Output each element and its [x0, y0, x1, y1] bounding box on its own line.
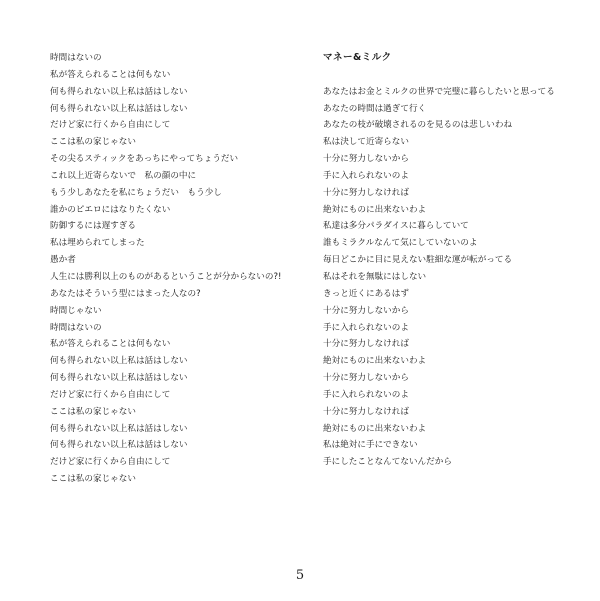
lyric-line: だけど家に行くから自由にして	[50, 457, 171, 468]
lyric-line: 手に入れられないのよ	[323, 322, 409, 333]
lyric-line: 毎日どこかに目に見えない駐細な運が転がってる	[323, 255, 513, 266]
lyric-line: 誰もミラクルなんて気にしていないのよ	[323, 238, 478, 249]
lyric-line: ここは私の家じゃない	[50, 137, 136, 148]
song-title: マネー&ミルク	[323, 52, 392, 63]
lyric-line: 私が答えられることは何もない	[50, 69, 171, 80]
lyric-line: その尖るスティックをあっちにやってちょうだい	[50, 154, 239, 165]
lyric-line: きっと近くにあるはず	[323, 288, 409, 299]
lyric-line: だけど家に行くから自由にして	[50, 120, 171, 131]
lyric-line: 私は埋められてしまった	[50, 238, 145, 249]
lyric-line: あなたはお金とミルクの世界で完璧に暮らしたいと思ってる	[323, 86, 555, 97]
lyric-line: あなたの枝が破壊されるのを見るのは悲しいわね	[323, 120, 513, 131]
lyric-line: 人生には勝利以上のものがあるということが分からないの?!	[50, 271, 282, 282]
lyric-line: 愚か者	[50, 255, 76, 266]
lyric-line: 十分に努力しなければ	[323, 187, 409, 198]
lyric-line: 防御するには遅すぎる	[50, 221, 136, 232]
lyric-line: 何も得られない以上私は話はしない	[50, 373, 188, 384]
lyric-line: 手に入れられないのよ	[323, 389, 409, 400]
lyric-line: 時間じゃない	[50, 305, 102, 316]
lyric-line: 私が答えられることは何もない	[50, 339, 171, 350]
left-lyrics-column	[50, 50, 281, 488]
right-lyrics-column	[323, 50, 555, 471]
lyric-line: だけど家に行くから自由にして	[50, 389, 171, 400]
lyric-line: 時間はないの	[50, 53, 102, 63]
page-number: 5	[295, 568, 305, 583]
lyric-line: 誰かのピエロにはなりたくない	[50, 204, 171, 215]
lyric-line: 十分に努力しないから	[323, 154, 409, 165]
lyric-line: 私達は多分パラダイスに暮らしていて	[323, 221, 469, 232]
lyric-line: 私は決して近寄らない	[323, 137, 409, 148]
lyric-line: 手にしたことなんてないんだから	[323, 457, 452, 468]
lyric-line: 絶対にものに出来ないわよ	[323, 204, 427, 215]
lyric-line: ここは私の家じゃない	[50, 406, 136, 417]
lyric-line: 何も得られない以上私は話はしない	[50, 86, 188, 97]
lyric-line: 十分に努力しないから	[323, 305, 409, 316]
lyric-line: もう少しあなたを私にちょうだい もう少し	[50, 187, 222, 198]
lyric-line: 十分に努力しないから	[323, 373, 409, 384]
lyric-line: 何も得られない以上私は話はしない	[50, 440, 188, 451]
lyric-line: 何も得られない以上私は話はしない	[50, 423, 188, 434]
lyric-line: これ以上近寄らないで 私の顔の中に	[50, 170, 197, 181]
lyric-line: 私はそれを無駄にはしない	[323, 271, 427, 282]
lyric-line: 何も得られない以上私は話はしない	[50, 103, 188, 114]
lyric-line: 時間はないの	[50, 322, 102, 333]
lyric-line: あなたはそういう型にはまった人なの?	[50, 288, 201, 299]
lyric-line: 私は絶対に手にできない	[323, 440, 418, 451]
lyric-line: 十分に努力しなければ	[323, 406, 409, 417]
blank-line	[323, 67, 555, 84]
lyric-line: 何も得られない以上私は話はしない	[50, 356, 188, 367]
lyric-line: 絶対にものに出来ないわよ	[323, 423, 427, 434]
lyric-line: ここは私の家じゃない	[50, 474, 136, 485]
lyric-line: 手に入れられないのよ	[323, 170, 409, 181]
lyric-line: 十分に努力しなければ	[323, 339, 409, 350]
lyric-line: 絶対にものに出来ないわよ	[323, 356, 427, 367]
lyric-line: あなたの時間は過ぎて行く	[323, 103, 427, 114]
